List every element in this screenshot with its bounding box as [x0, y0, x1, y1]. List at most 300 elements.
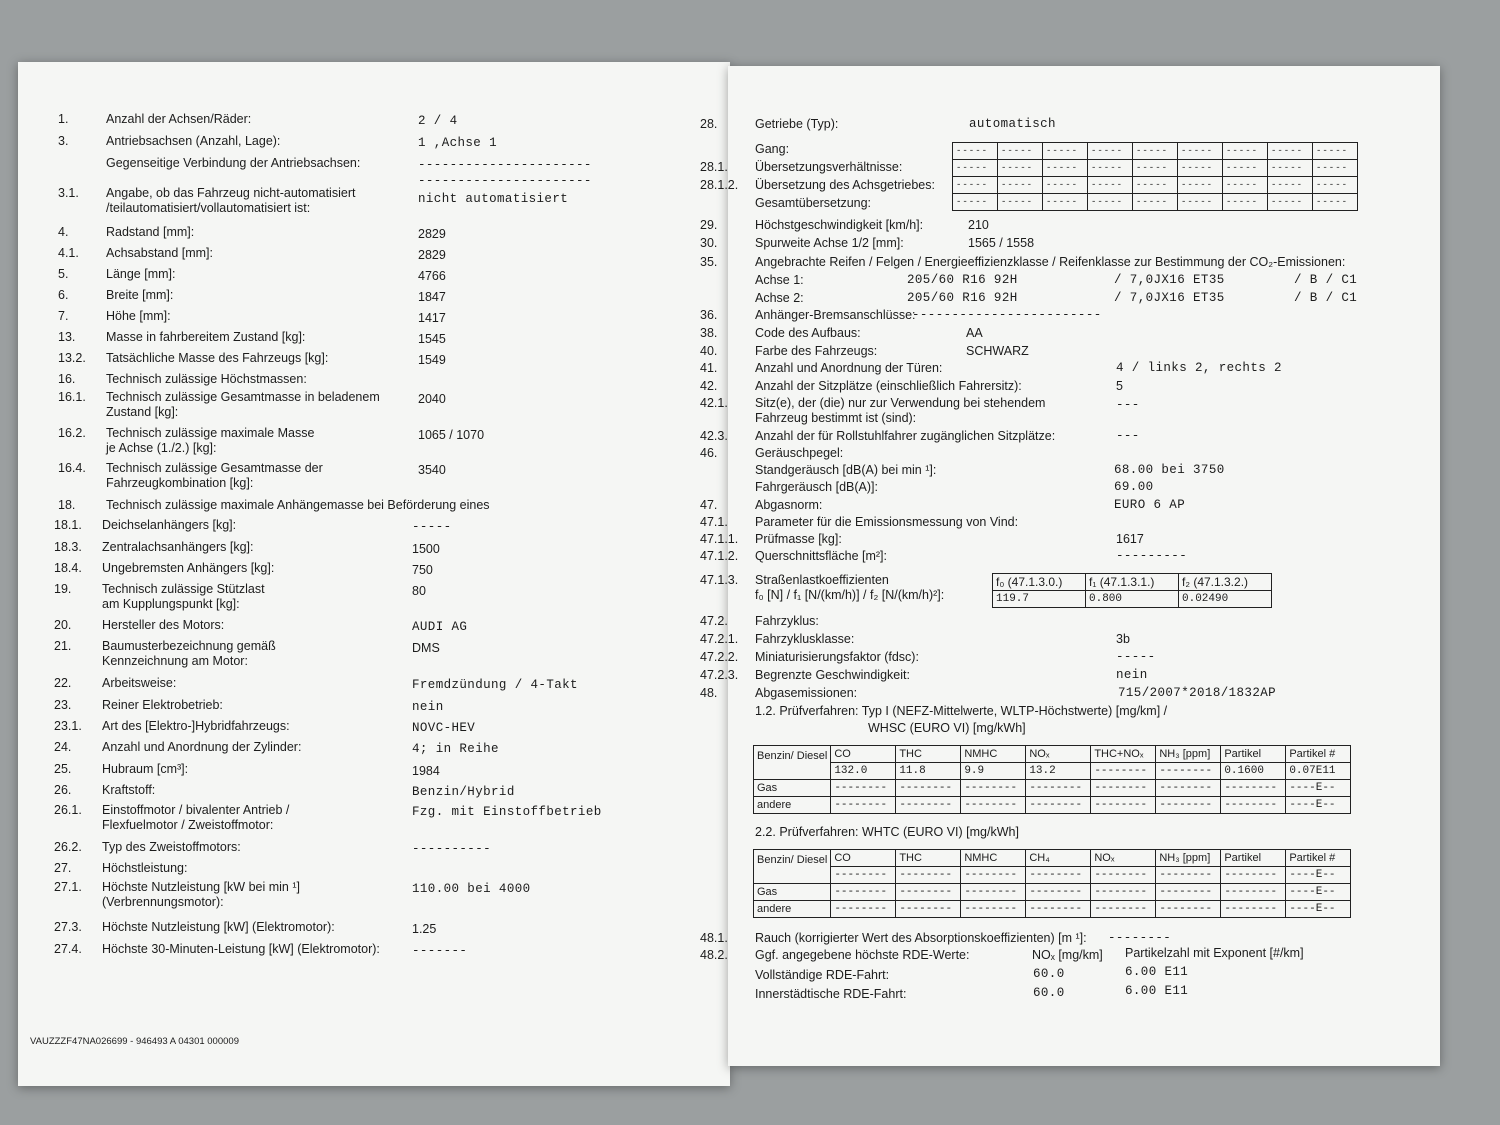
- field-label: Zentralachsanhängers [kg]:: [102, 540, 254, 554]
- emissions-value: --------: [896, 867, 961, 884]
- field-label: Anzahl der Achsen/Räder:: [106, 112, 252, 126]
- emissions-value: 132.0: [831, 763, 896, 780]
- axle2-tyre: 205/60 R16 92H: [907, 291, 1018, 305]
- field-label: Rauch (korrigierter Wert des Absorptionskoeffizienten) [m ¹]:: [755, 931, 1087, 945]
- field-number: 35.: [700, 255, 718, 269]
- field-label: Angabe, ob das Fahrzeug nicht-automatisiert: [106, 186, 356, 200]
- emissions-header: Partikel: [1221, 850, 1286, 867]
- axle1-label: Achse 1:: [755, 273, 804, 287]
- field-number: 20.: [54, 618, 72, 632]
- gear-cell: -----: [1313, 143, 1358, 160]
- field-label: Farbe des Fahrzeugs:: [755, 344, 878, 358]
- field-label: Achsabstand [mm]:: [106, 246, 213, 260]
- field-value: ---------: [1116, 549, 1188, 563]
- emissions-value: --------: [1091, 867, 1156, 884]
- field-label: Anzahl der Sitzplätze (einschließlich Fahrersitz):: [755, 379, 1022, 393]
- gang-label: Gang:: [755, 142, 790, 156]
- fuel-type: Gas: [754, 780, 831, 797]
- field-label: Fahrzyklus:: [755, 614, 819, 628]
- gear-cell: -----: [1223, 160, 1268, 177]
- procedure1-line1: 1.2. Prüfverfahren: Typ I (NEFZ-Mittelwerte, WLTP-Höchstwerte) [mg/km] /: [755, 704, 1168, 718]
- gear-table-row: [953, 160, 1358, 177]
- gear-cell: -----: [1043, 194, 1088, 211]
- emissions-header: CH₄: [1026, 850, 1091, 867]
- field-label: Hubraum [cm³]:: [102, 762, 189, 776]
- field-label: Reiner Elektrobetrieb:: [102, 698, 223, 712]
- emissions-value: --------: [961, 901, 1026, 918]
- field-label: Technisch zulässige Stützlast: [102, 582, 265, 596]
- field-value: Fzg. mit Einstoffbetrieb: [412, 805, 602, 819]
- field-number: 27.3.: [54, 920, 82, 934]
- field-number: 47.2.3.: [700, 668, 739, 682]
- emissions-header: THC: [896, 850, 961, 867]
- emissions-value: --------: [1091, 901, 1156, 918]
- fuel-type: [754, 867, 831, 884]
- gear-cell: -----: [998, 177, 1043, 194]
- emissions-table-type1: [753, 745, 1351, 814]
- emissions-header: Partikel: [1221, 746, 1286, 763]
- emissions-value: 0.1600: [1221, 763, 1286, 780]
- emissions-row: [754, 797, 1351, 814]
- field-value: 1549: [418, 353, 446, 367]
- emissions-value: 0.07E11: [1286, 763, 1351, 780]
- rde-label: Ggf. angegebene höchste RDE-Werte:: [755, 948, 970, 962]
- field-value: AA: [966, 326, 983, 340]
- field-value: ----------: [412, 842, 492, 856]
- field-label-cont: Flexfuelmotor / Zweistoffmotor:: [102, 818, 274, 832]
- field-value: -------: [412, 944, 468, 958]
- emissions-value: --------: [896, 884, 961, 901]
- emissions-header: CO: [831, 850, 896, 867]
- gear-cell: -----: [1223, 194, 1268, 211]
- field-number: 16.2.: [58, 426, 86, 440]
- emissions-value: --------: [1156, 797, 1221, 814]
- field-value: 1847: [418, 290, 446, 304]
- emissions-value: --------: [1221, 884, 1286, 901]
- emissions-value: --------: [1091, 763, 1156, 780]
- field-value: 750: [412, 563, 433, 577]
- emissions-header-row: [754, 850, 1351, 867]
- field-value: 2829: [418, 227, 446, 241]
- field-number: 16.4.: [58, 461, 86, 475]
- emissions-value: --------: [1091, 797, 1156, 814]
- field-label: Technisch zulässige Gesamtmasse in beladenem: [106, 390, 380, 404]
- gear-cell: -----: [953, 143, 998, 160]
- field-number: 40.: [700, 344, 718, 358]
- emissions-row: [754, 763, 1351, 780]
- rde-full-label: Vollständige RDE-Fahrt:: [755, 968, 890, 982]
- procedure1-line2: WHSC (EURO VI) [mg/kWh]: [868, 721, 1026, 735]
- field-number: 21.: [54, 639, 72, 653]
- field-label-cont: Fahrzeugkombination [kg]:: [106, 476, 254, 490]
- emissions-value: --------: [961, 780, 1026, 797]
- field-number: 48.: [700, 686, 718, 700]
- field-number: 13.2.: [58, 351, 86, 365]
- gear-cell: -----: [1043, 177, 1088, 194]
- coef-value: 0.02490: [1179, 591, 1272, 608]
- field-label: Länge [mm]:: [106, 267, 176, 281]
- axle1-rim: / 7,0JX16 ET35: [1114, 273, 1225, 287]
- field-value: nicht automatisiert: [418, 192, 569, 206]
- axle-ratio-label: Übersetzung des Achsgetriebes:: [755, 178, 935, 192]
- field-label: Abgasnorm:: [755, 498, 823, 512]
- field-label-cont: Zustand [kg]:: [106, 405, 179, 419]
- field-label: Tatsächliche Masse des Fahrzeugs [kg]:: [106, 351, 329, 365]
- field-number: 47.1.2.: [700, 549, 739, 563]
- field-number: 42.3.: [700, 429, 728, 443]
- rde-nox-header: NOₓ [mg/km]: [1032, 948, 1103, 962]
- field-label: Einstoffmotor / bivalenter Antrieb /: [102, 803, 290, 817]
- rde-full-pn: 6.00 E11: [1125, 965, 1189, 979]
- gear-cell: -----: [1088, 194, 1133, 211]
- field-number: 28.: [700, 117, 718, 131]
- field-number: 47.1.: [700, 515, 728, 529]
- field-number: 27.: [54, 861, 72, 875]
- field-value: 4; in Reihe: [412, 742, 499, 756]
- field-number: 5.: [58, 267, 69, 281]
- gear-table-row: [953, 177, 1358, 194]
- emissions-value: ----E--: [1286, 867, 1351, 884]
- emissions-header: NH₃ [ppm]: [1156, 746, 1221, 763]
- field-label: Prüfmasse [kg]:: [755, 532, 842, 546]
- field-label-cont: am Kupplungspunkt [kg]:: [102, 597, 240, 611]
- emissions-value: --------: [1156, 763, 1221, 780]
- field-number: 47.2.2.: [700, 650, 739, 664]
- emissions-value: --------: [1221, 797, 1286, 814]
- field-label-cont: Fahrzeug bestimmt ist (sind):: [755, 411, 917, 425]
- gear-cell: -----: [1043, 160, 1088, 177]
- rde-city-pn: 6.00 E11: [1125, 984, 1189, 998]
- field-label-cont: /teilautomatisiert/vollautomatisiert ist:: [106, 201, 311, 215]
- field-value: 1565 / 1558: [968, 236, 1035, 250]
- gear-cell: -----: [1268, 177, 1313, 194]
- emissions-row: [754, 867, 1351, 884]
- field-number: 36.: [700, 308, 718, 322]
- field-number: 42.: [700, 379, 718, 393]
- emissions-value: --------: [831, 884, 896, 901]
- emissions-value: --------: [896, 797, 961, 814]
- gear-cell: -----: [1133, 160, 1178, 177]
- rde-city-nox: 60.0: [1033, 986, 1065, 1000]
- field-label: Angebrachte Reifen / Felgen / Energieeffizienzklasse / Reifenklasse zur Bestimmung der CO₂-Emissionen:: [755, 255, 1346, 269]
- field-label: Anzahl und Anordnung der Zylinder:: [102, 740, 302, 754]
- field-number: 26.1.: [54, 803, 82, 817]
- gear-cell: -----: [1223, 177, 1268, 194]
- coef-header-row: [993, 574, 1272, 591]
- field-label: Querschnittsfläche [m²]:: [755, 549, 887, 563]
- emissions-header: NOₓ: [1026, 746, 1091, 763]
- emissions-value: 9.9: [961, 763, 1026, 780]
- field-value: ---: [1116, 429, 1140, 443]
- field-label: Code des Aufbaus:: [755, 326, 861, 340]
- field-number: 25.: [54, 762, 72, 776]
- field-number: 4.: [58, 225, 69, 239]
- field-label-cont: je Achse (1./2.) [kg]:: [106, 441, 217, 455]
- emissions-value: --------: [1221, 867, 1286, 884]
- field-label: Typ des Zweistoffmotors:: [102, 840, 241, 854]
- field-label-cont: Kennzeichnung am Motor:: [102, 654, 248, 668]
- field-label: Anzahl der für Rollstuhlfahrer zugänglichen Sitzplätze:: [755, 429, 1056, 443]
- field-value: 4766: [418, 269, 446, 283]
- field-label: Masse in fahrbereitem Zustand [kg]:: [106, 330, 306, 344]
- fuel-header-cell: [754, 850, 831, 867]
- field-number: 3.: [58, 134, 69, 148]
- fuel-label-benzin: Benzin/ Diesel: [757, 749, 828, 762]
- emissions-value: --------: [1026, 780, 1091, 797]
- field-label: Anzahl und Anordnung der Türen:: [755, 361, 943, 375]
- field-value: 110.00 bei 4000: [412, 882, 531, 896]
- field-label: Geräuschpegel:: [755, 446, 844, 460]
- ratio-label-number: 28.1.: [700, 160, 728, 174]
- emissions-value: --------: [831, 901, 896, 918]
- field-number: 47.1.1.: [700, 532, 739, 546]
- emissions-value: --------: [961, 884, 1026, 901]
- field-label: Ungebremsten Anhängers [kg]:: [102, 561, 275, 575]
- coef-value-row: [993, 591, 1272, 608]
- emissions-value: --------: [1221, 780, 1286, 797]
- field-value: 1.25: [412, 922, 437, 936]
- emissions-value: --------: [1026, 884, 1091, 901]
- field-label: Höchstleistung:: [102, 861, 188, 875]
- field-label-cont: f₀ [N] / f₁ [N/(km/h)] / f₂ [N/(km/h)²]:: [755, 588, 945, 602]
- emissions-header: Partikel #: [1286, 746, 1351, 763]
- field-label: Technisch zulässige maximale Masse: [106, 426, 315, 440]
- right-page: [700, 66, 1440, 1066]
- gear-cell: -----: [1088, 177, 1133, 194]
- axle2-label: Achse 2:: [755, 291, 804, 305]
- field-value: 2 / 4: [418, 114, 458, 128]
- emissions-value: --------: [1156, 901, 1221, 918]
- field-label: Gegenseitige Verbindung der Antriebsachsen:: [106, 156, 361, 170]
- field-value: 2040: [418, 392, 446, 406]
- field-label: Höchste Nutzleistung [kW bei min ¹]: [102, 880, 300, 894]
- emissions-value: --------: [896, 780, 961, 797]
- axle-ratio-number: 28.1.2.: [700, 178, 739, 192]
- field-number: 47.2.: [700, 614, 728, 628]
- gear-cell: -----: [1133, 177, 1178, 194]
- emissions-value: --------: [896, 901, 961, 918]
- field-value: EURO 6 AP: [1114, 498, 1186, 512]
- field-label: Spurweite Achse 1/2 [mm]:: [755, 236, 904, 250]
- ratio-label: Übersetzungsverhältnisse:: [755, 160, 903, 174]
- emissions-value: --------: [961, 867, 1026, 884]
- field-number: 46.: [700, 446, 718, 460]
- field-value: DMS: [412, 641, 440, 655]
- field-number: 42.1.: [700, 396, 728, 410]
- driving-noise-label: Fahrgeräusch [dB(A)]:: [755, 480, 878, 494]
- field-label: Technisch zulässige Höchstmassen:: [106, 372, 307, 386]
- field-value: Fremdzündung / 4-Takt: [412, 678, 578, 692]
- field-value: 80: [412, 584, 426, 598]
- fuel-type: Gas: [754, 884, 831, 901]
- field-value: Benzin/Hybrid: [412, 785, 515, 799]
- emissions-header: NH₃ [ppm]: [1156, 850, 1221, 867]
- field-number: 47.1.3.: [700, 573, 739, 587]
- field-value: NOVC-HEV: [412, 721, 476, 735]
- emissions-row: [754, 884, 1351, 901]
- gear-cell: -----: [953, 177, 998, 194]
- field-number: 18.: [58, 498, 76, 512]
- emissions-row: [754, 901, 1351, 918]
- field-number: 38.: [700, 326, 718, 340]
- field-number: 1.: [58, 112, 69, 126]
- field-label: Höchstgeschwindigkeit [km/h]:: [755, 218, 924, 232]
- rde-pn-header: Partikelzahl mit Exponent [#/km]: [1125, 946, 1304, 960]
- emissions-value: --------: [1091, 780, 1156, 797]
- gear-cell: -----: [1313, 177, 1358, 194]
- total-ratio-label: Gesamtübersetzung:: [755, 196, 872, 210]
- field-value: 1065 / 1070: [418, 428, 485, 442]
- coef-value: 119.7: [993, 591, 1086, 608]
- field-number: 24.: [54, 740, 72, 754]
- field-number: 3.1.: [58, 186, 79, 200]
- field-value: 1 ,Achse 1: [418, 136, 498, 150]
- field-value: 1617: [1116, 532, 1144, 546]
- field-value: --------: [1108, 931, 1172, 945]
- axle2-rim: / 7,0JX16 ET35: [1114, 291, 1225, 305]
- axle1-tyre: 205/60 R16 92H: [907, 273, 1018, 287]
- gear-cell: -----: [1223, 143, 1268, 160]
- field-number: 13.: [58, 330, 76, 344]
- gear-cell: -----: [1178, 177, 1223, 194]
- emissions-value: --------: [1221, 901, 1286, 918]
- field-value: 3b: [1116, 632, 1130, 646]
- field-label: Technisch zulässige maximale Anhängemasse bei Beförderung eines: [106, 498, 490, 512]
- field-number: 18.1.: [54, 518, 82, 532]
- fuel-type: andere: [754, 901, 831, 918]
- field-label: Höhe [mm]:: [106, 309, 171, 323]
- driving-noise-value: 69.00: [1114, 480, 1154, 494]
- procedure2-label: 2.2. Prüfverfahren: WHTC (EURO VI) [mg/kWh]: [755, 825, 1019, 839]
- field-number: 4.1.: [58, 246, 79, 260]
- fuel-header-cell: [754, 746, 831, 763]
- document-footer: VAUZZZF47NA026699 - 946493 A 04301 000009: [30, 1036, 239, 1047]
- gear-cell: -----: [953, 194, 998, 211]
- gear-cell: -----: [1088, 143, 1133, 160]
- gear-cell: -----: [1178, 143, 1223, 160]
- gear-cell: -----: [1268, 143, 1313, 160]
- field-value: nein: [1116, 668, 1148, 682]
- field-value: 1417: [418, 311, 446, 325]
- field-label: Breite [mm]:: [106, 288, 174, 302]
- field-number: 26.: [54, 783, 72, 797]
- emissions-value: ----E--: [1286, 901, 1351, 918]
- field-value: -----: [412, 520, 452, 534]
- gear-cell: -----: [1133, 194, 1178, 211]
- gear-cell: -----: [1043, 143, 1088, 160]
- field-number: 27.1.: [54, 880, 82, 894]
- field-number: 27.4.: [54, 942, 82, 956]
- emissions-header: NMHC: [961, 746, 1026, 763]
- field-label: Getriebe (Typ):: [755, 117, 839, 131]
- field-number: 26.2.: [54, 840, 82, 854]
- field-number: 7.: [58, 309, 69, 323]
- emissions-header: THC: [896, 746, 961, 763]
- field-value: AUDI AG: [412, 620, 468, 634]
- gear-cell: -----: [1178, 160, 1223, 177]
- emissions-header: NMHC: [961, 850, 1026, 867]
- gear-table-row: [953, 143, 1358, 160]
- field-label: Straßenlastkoeffizienten: [755, 573, 889, 587]
- emissions-value: --------: [831, 797, 896, 814]
- field-number: 23.1.: [54, 719, 82, 733]
- field-label-cont: (Verbrennungsmotor):: [102, 895, 224, 909]
- field-label: Begrenzte Geschwindigkeit:: [755, 668, 910, 682]
- field-label: Radstand [mm]:: [106, 225, 195, 239]
- emissions-value: --------: [1156, 884, 1221, 901]
- gear-cell: -----: [953, 160, 998, 177]
- field-value: 4 / links 2, rechts 2: [1116, 361, 1282, 375]
- emissions-value: --------: [1026, 901, 1091, 918]
- emissions-header-row: [754, 746, 1351, 763]
- emissions-value: --------: [1156, 867, 1221, 884]
- field-number: 48.1.: [700, 931, 728, 945]
- field-value: 210: [968, 218, 989, 232]
- rde-city-label: Innerstädtische RDE-Fahrt:: [755, 987, 907, 1001]
- field-label: Technisch zulässige Gesamtmasse der: [106, 461, 323, 475]
- field-value: ---: [1116, 398, 1140, 412]
- rde-number: 48.2.: [700, 948, 728, 962]
- field-number: 16.1.: [58, 390, 86, 404]
- fuel-type: andere: [754, 797, 831, 814]
- gear-cell: -----: [1133, 143, 1178, 160]
- field-label: Kraftstoff:: [102, 783, 156, 797]
- emissions-value: --------: [831, 780, 896, 797]
- gear-cell: -----: [1313, 194, 1358, 211]
- axle2-class: / B / C1: [1294, 291, 1358, 305]
- gear-cell: -----: [998, 160, 1043, 177]
- emissions-value: --------: [1026, 797, 1091, 814]
- emissions-header: CO: [831, 746, 896, 763]
- emissions-value: --------: [1026, 867, 1091, 884]
- field-value: ----------------------: [418, 174, 592, 188]
- field-value: 5: [1116, 379, 1123, 393]
- field-label: Höchste Nutzleistung [kW] (Elektromotor):: [102, 920, 335, 934]
- road-load-coefficient-table: [992, 573, 1272, 608]
- coef-header: f₂ (47.1.3.2.): [1179, 574, 1272, 591]
- field-number: 6.: [58, 288, 69, 302]
- emissions-value: ----E--: [1286, 797, 1351, 814]
- field-value: nein: [412, 700, 444, 714]
- field-value: SCHWARZ: [966, 344, 1029, 358]
- standing-noise-value: 68.00 bei 3750: [1114, 463, 1225, 477]
- rde-full-nox: 60.0: [1033, 967, 1065, 981]
- gear-cell: -----: [998, 194, 1043, 211]
- axle1-class: / B / C1: [1294, 273, 1358, 287]
- coef-value: 0.800: [1086, 591, 1179, 608]
- field-value: ------------------------: [912, 308, 1102, 322]
- field-value: 715/2007*2018/1832AP: [1118, 686, 1277, 700]
- field-label: Hersteller des Motors:: [102, 618, 225, 632]
- field-label: Höchste 30-Minuten-Leistung [kW] (Elektromotor):: [102, 942, 380, 956]
- field-number: 47.: [700, 498, 718, 512]
- field-label: Arbeitsweise:: [102, 676, 177, 690]
- gear-cell: -----: [1268, 160, 1313, 177]
- emissions-value: --------: [961, 797, 1026, 814]
- field-label: Sitz(e), der (die) nur zur Verwendung bei stehendem: [755, 396, 1046, 410]
- gear-ratio-table: [952, 142, 1358, 211]
- field-number: 22.: [54, 676, 72, 690]
- field-number: 41.: [700, 361, 718, 375]
- field-label: Fahrzyklusklasse:: [755, 632, 855, 646]
- field-number: 19.: [54, 582, 72, 596]
- emissions-header: THC+NOₓ: [1091, 746, 1156, 763]
- gear-cell: -----: [1178, 194, 1223, 211]
- field-value: 2829: [418, 248, 446, 262]
- field-number: 47.2.1.: [700, 632, 739, 646]
- field-label: Anhänger-Bremsanschlüsse:: [755, 308, 916, 322]
- emissions-value: 13.2: [1026, 763, 1091, 780]
